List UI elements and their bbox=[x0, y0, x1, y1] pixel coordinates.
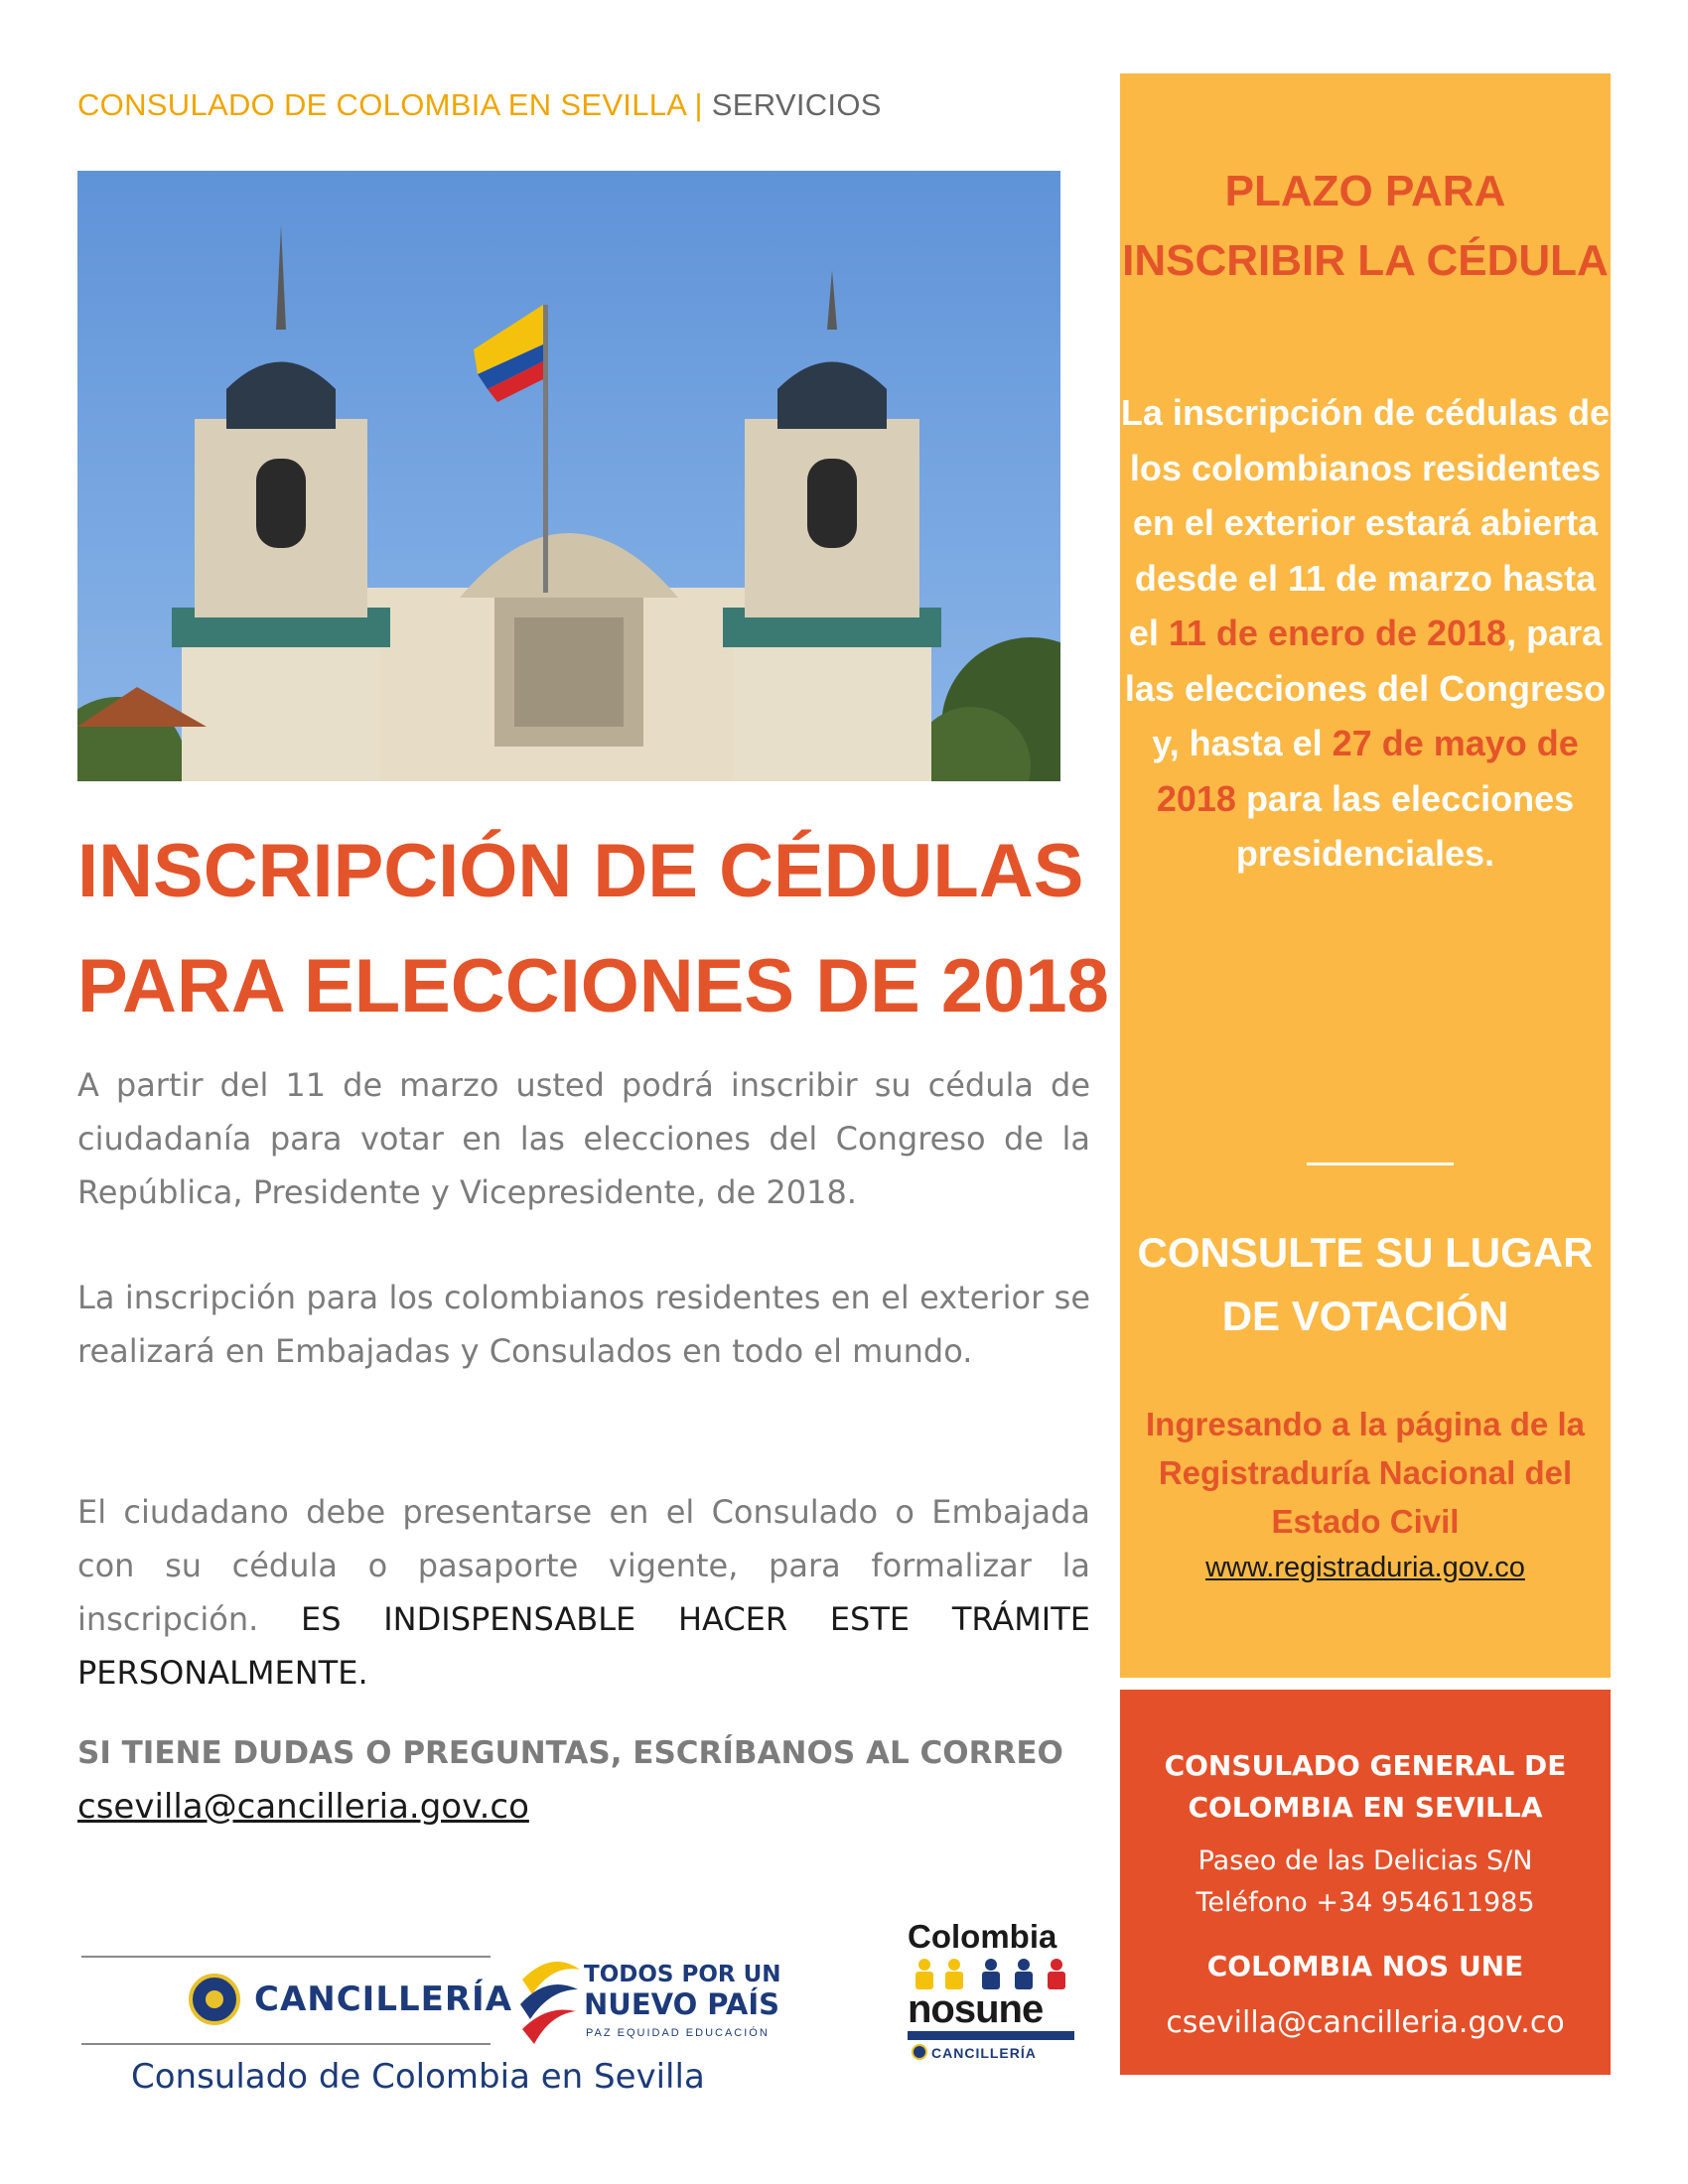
todos-por-un-nuevo-pais-logo bbox=[512, 1946, 781, 2055]
header-separator: | bbox=[685, 87, 712, 122]
cancilleria-logo bbox=[189, 1974, 512, 2025]
colombia-seal-icon bbox=[189, 1974, 240, 2025]
consulate-contact-panel bbox=[1120, 1690, 1611, 2075]
tricolor-swoosh-icon bbox=[512, 1950, 582, 2049]
sidebar-deadline-panel bbox=[1120, 73, 1611, 1678]
plazo-body bbox=[1120, 385, 1611, 882]
nosune-word-colombia: Colombia bbox=[908, 1918, 1057, 1955]
plazo-text-3: para las elecciones presidenciales. bbox=[1235, 777, 1575, 874]
requirements-text: El ciudadano debe presentarse en el Consulado o Embajada con su cédula o pasaporte vigente, para formalizar la inscripción. bbox=[77, 1493, 1090, 1638]
plazo-text-2: , para las elecciones del Congreso y, hasta el bbox=[1124, 613, 1607, 763]
nosune-cancilleria: CANCILLERÍA bbox=[931, 2045, 1037, 2061]
footer-rule-bottom bbox=[81, 2043, 491, 2045]
consulate-building-photo bbox=[77, 171, 1060, 781]
consulate-address: Paseo de las Delicias S/N bbox=[1197, 1845, 1533, 1876]
todos-line-2: NUEVO PAÍS bbox=[584, 1987, 780, 2021]
todos-line-3: PAZ EQUIDAD EDUCACIÓN bbox=[586, 2027, 770, 2039]
mini-seal-icon bbox=[912, 2044, 927, 2060]
paragraph-requirements bbox=[77, 1485, 1090, 1700]
main-headline bbox=[77, 814, 1109, 1044]
consulate-email-link[interactable]: csevilla@cancilleria.gov.co bbox=[1166, 2005, 1565, 2040]
requirements-emphasis: ES INDISPENSABLE HACER ESTE TRÁMITE PERSONALMENTE. bbox=[77, 1600, 1091, 1692]
plazo-text-1: La inscripción de cédulas de los colombianos residentes en el exterior estará abierta desde el 11 de marzo hasta el bbox=[1120, 392, 1611, 653]
paragraph-exterior: La inscripción para los colombianos residentes en el exterior se realizará en Embajadas y Consulados en todo el mundo. bbox=[77, 1279, 1090, 1370]
footer-rule-top bbox=[81, 1956, 491, 1958]
consulte-title: CONSULTE SU LUGAR DE VOTACIÓN bbox=[1137, 1229, 1594, 1339]
consulate-motto: COLOMBIA NOS UNE bbox=[1206, 1950, 1524, 1982]
plazo-date-2: 27 de mayo de 2018 bbox=[1156, 723, 1579, 819]
todos-line-1: TODOS POR UN bbox=[584, 1962, 781, 1987]
plazo-title: PLAZO PARA INSCRIBIR LA CÉDULA bbox=[1122, 167, 1609, 285]
contact-email-link[interactable]: csevilla@cancilleria.gov.co bbox=[77, 1787, 529, 1827]
consulte-body: Ingresando a la página de la Registraduría Nacional del Estado Civil bbox=[1146, 1406, 1585, 1540]
consulado-signature: Consulado de Colombia en Sevilla bbox=[131, 2057, 705, 2097]
sidebar-divider bbox=[1307, 1162, 1454, 1165]
header-org: CONSULADO DE COLOMBIA EN SEVILLA bbox=[77, 87, 686, 122]
contact-note: SI TIENE DUDAS O PREGUNTAS, ESCRÍBANOS AL CORREO bbox=[77, 1735, 1063, 1771]
consulate-phone: Teléfono +34 954611985 bbox=[1196, 1887, 1535, 1918]
page-header bbox=[77, 87, 882, 123]
consulate-title: CONSULADO GENERAL DE COLOMBIA EN SEVILLA bbox=[1164, 1749, 1567, 1824]
plazo-date-1: 11 de enero de 2018 bbox=[1168, 613, 1507, 653]
colombia-nos-une-logo bbox=[906, 1918, 1080, 2071]
headline-line-1: INSCRIPCIÓN DE CÉDULAS bbox=[77, 829, 1084, 913]
consulate-address-block bbox=[1120, 1841, 1611, 1924]
headline-line-2: PARA ELECCIONES DE 2018 bbox=[77, 944, 1109, 1028]
paragraph-intro: A partir del 11 de marzo usted podrá inscribir su cédula de ciudadanía para votar en las elecciones del Congreso de la República, Presidente y Vicepresidente, de 2018. bbox=[77, 1066, 1090, 1211]
nosune-bar bbox=[908, 2031, 1074, 2040]
cancilleria-label: CANCILLERÍA bbox=[254, 1979, 513, 2019]
nosune-word-nosune: nosune bbox=[908, 1987, 1044, 2031]
header-section: SERVICIOS bbox=[711, 87, 882, 122]
registraduria-link-row bbox=[1120, 1552, 1611, 1584]
registraduria-link[interactable]: www.registraduria.gov.co bbox=[1205, 1552, 1525, 1583]
